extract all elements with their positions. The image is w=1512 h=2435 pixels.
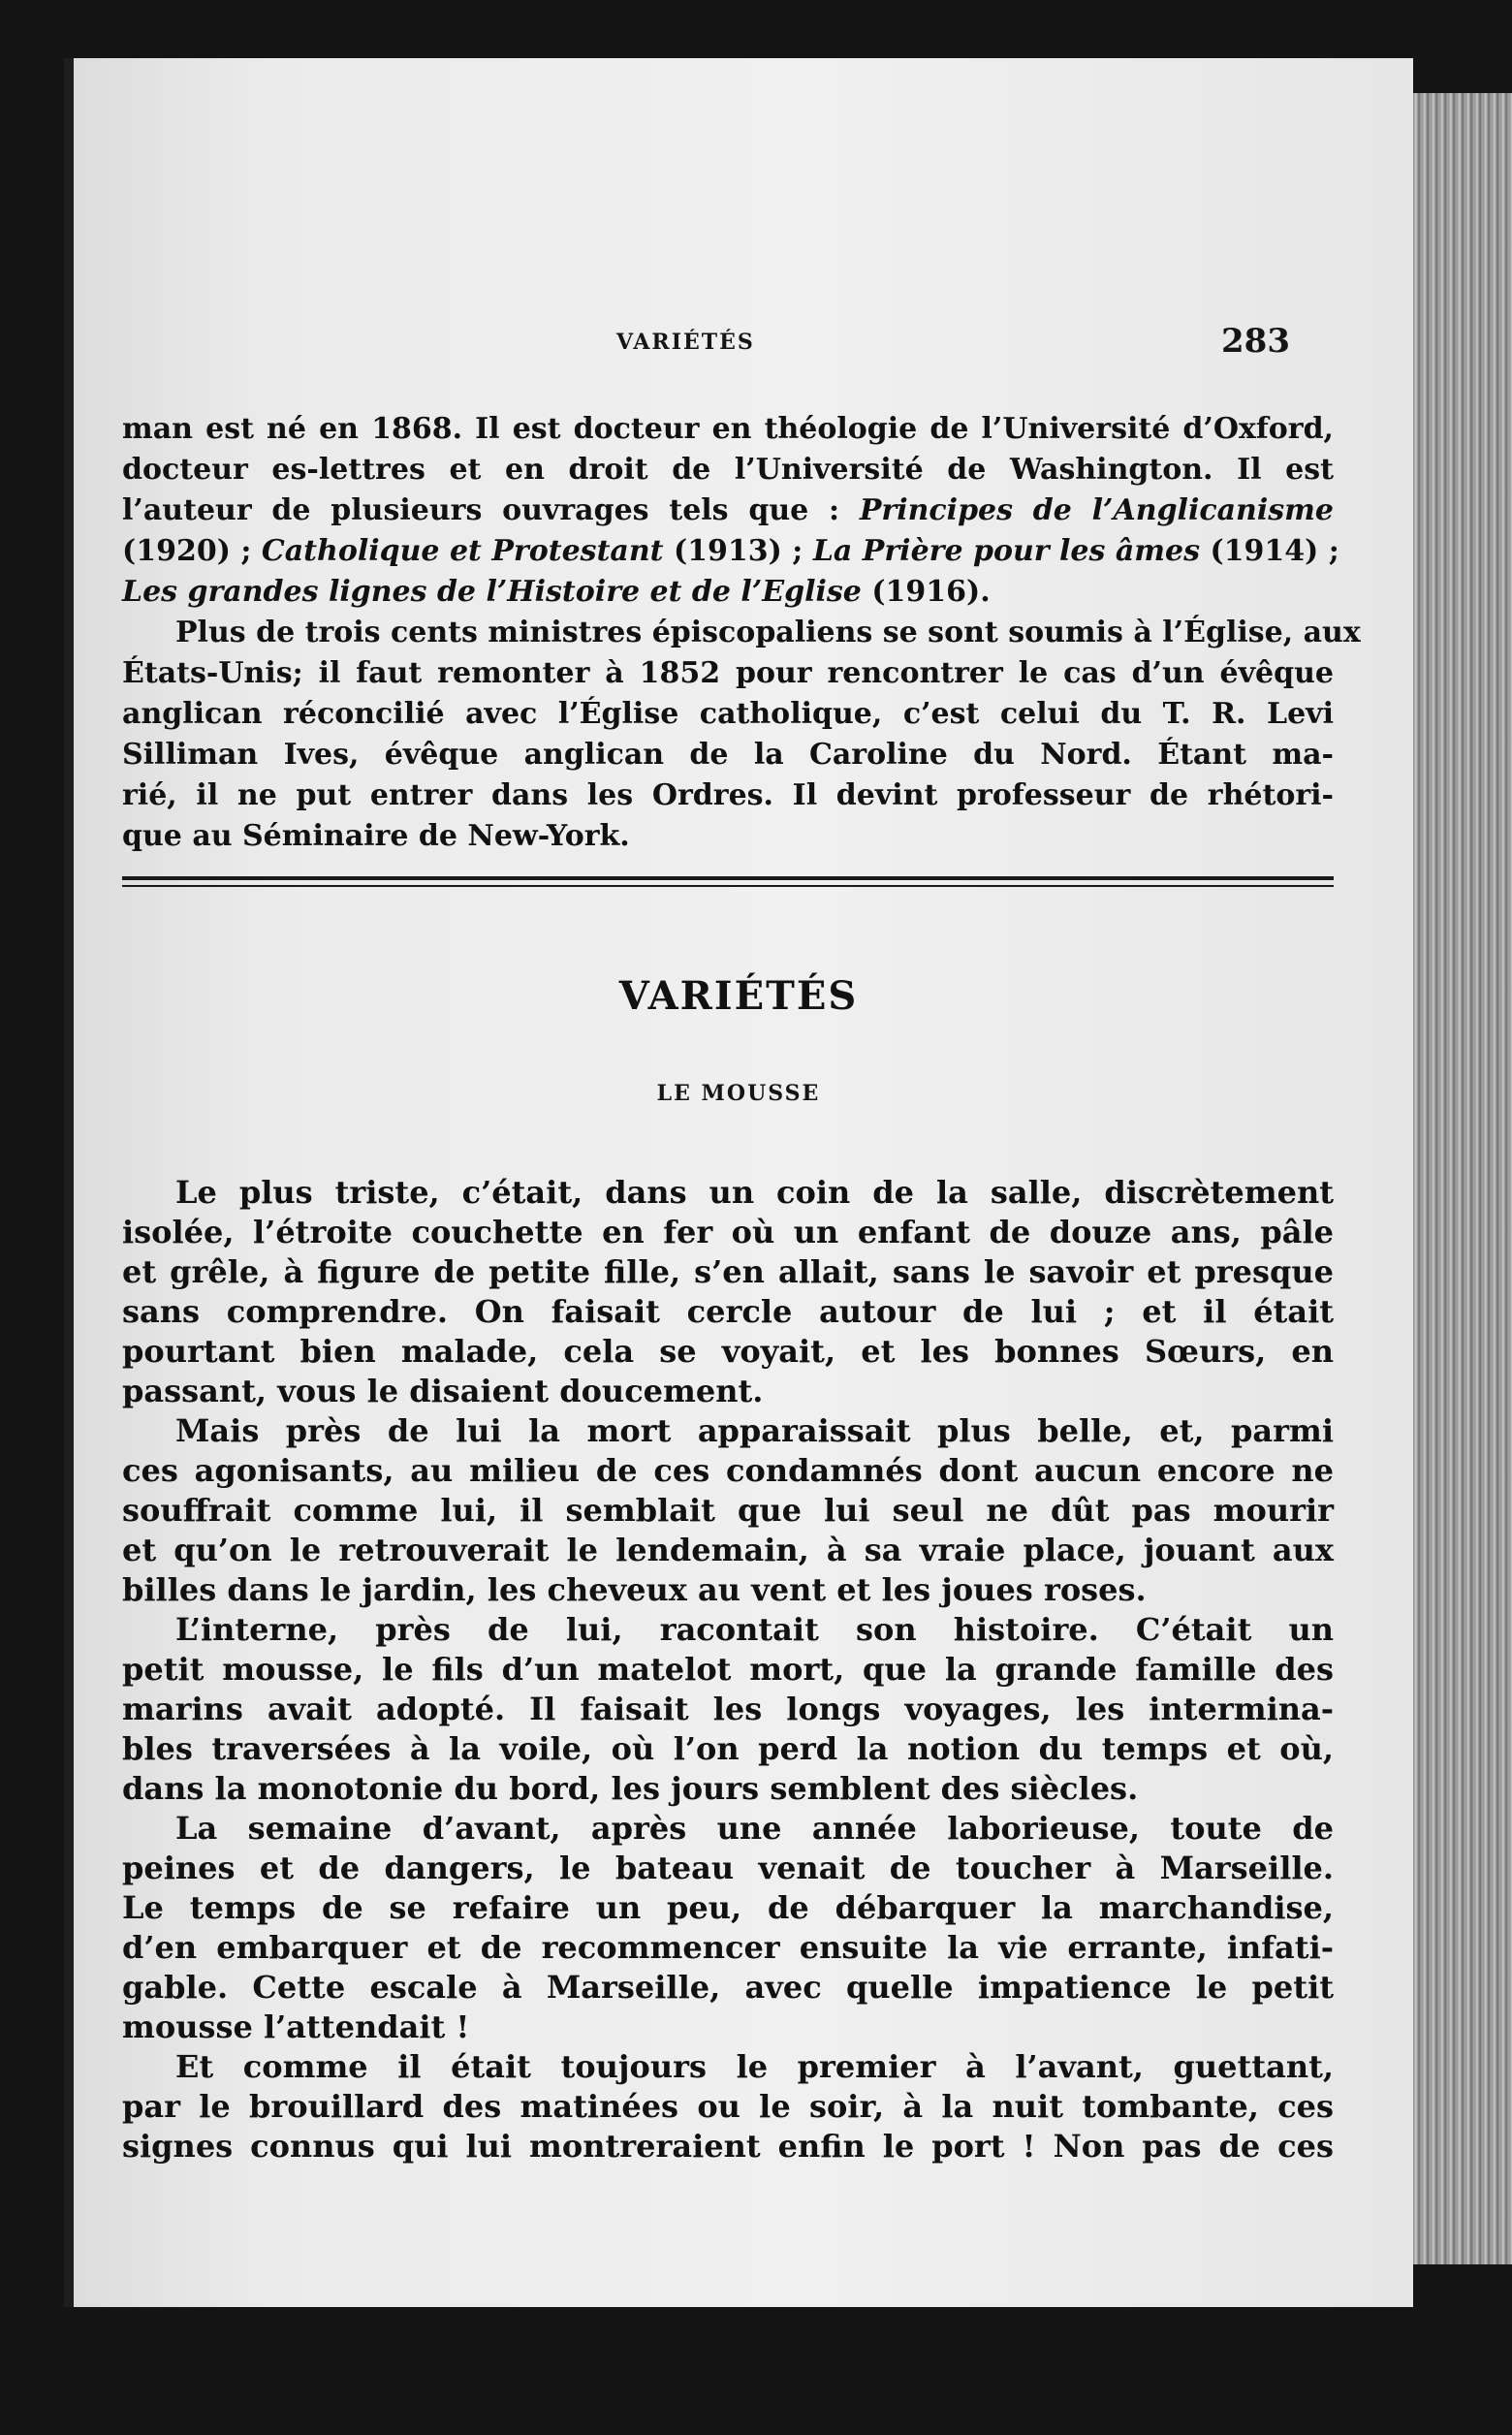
book-title: Catholique et Protestant (261, 534, 664, 568)
text-line: Silliman Ives, évêque anglican de la Caroline du Nord. Étant ma- (122, 738, 1334, 772)
text-line: anglican réconcilié avec l’Église catholique, c’est celui du T. R. Levi (122, 697, 1334, 731)
text-line: Mais près de lui la mort apparaissait plus belle, et, parmi (175, 1412, 1334, 1449)
text-line: isolée, l’étroite couchette en fer où un enfant de douze ans, pâle (122, 1214, 1334, 1250)
text-line: billes dans le jardin, les cheveux au vent et les joues roses. (122, 1571, 1147, 1608)
page-number: 283 (1221, 322, 1290, 361)
text-line: marins avait adopté. Il faisait les longs voyages, les intermina- (122, 1691, 1334, 1727)
text-segment: (1913) ; (663, 534, 813, 568)
text-line: et qu’on le retrouverait le lendemain, à sa vraie place, jouant aux (122, 1532, 1334, 1568)
text-line: et grêle, à figure de petite fille, s’en allait, sans le savoir et presque (122, 1253, 1334, 1290)
text-line: La semaine d’avant, après une année laborieuse, toute de (175, 1810, 1334, 1847)
text-line: sans comprendre. On faisait cercle autour de lui ; et il était (122, 1293, 1334, 1330)
page-gutter-shadow (64, 58, 74, 2307)
text-line: peines et de dangers, le bateau venait de toucher à Marseille. (122, 1850, 1334, 1886)
text-line: L’interne, près de lui, racontait son histoire. C’était un (175, 1611, 1334, 1648)
running-head: VARIÉTÉS (616, 330, 755, 355)
text-line: dans la monotonie du bord, les jours semblent des siècles. (122, 1770, 1139, 1807)
article-title: LE MOUSSE (656, 1081, 821, 1106)
book-page (64, 58, 1413, 2307)
continuation-paragraphs (122, 409, 1361, 857)
section-divider (122, 876, 1334, 890)
text-line: petit mousse, le fils d’un matelot mort, que la grande famille des (122, 1651, 1334, 1688)
article-body (122, 1173, 1334, 2166)
page-header (64, 322, 1413, 361)
divider-rule-thin (122, 885, 1334, 887)
text-line: Le plus triste, c’était, dans un coin de la salle, discrètement (175, 1174, 1334, 1211)
text-line: États-Unis; il faut remonter à 1852 pour rencontrer le cas d’un évêque (122, 656, 1334, 690)
text-line: signes connus qui lui montreraient enfin le port ! Non pas de ces (122, 2128, 1334, 2165)
text-segment: (1920) ; (122, 534, 262, 568)
text-line: Et comme il était toujours le premier à l’avant, guettant, (175, 2048, 1334, 2085)
text-line: que au Séminaire de New-York. (122, 819, 630, 853)
text-line: ces agonisants, au milieu de ces condamnés dont aucun encore ne (122, 1452, 1334, 1489)
text-line: souffrait comme lui, il semblait que lui seul ne dût pas mourir (122, 1492, 1334, 1529)
book-title: Principes de l’Anglicanisme (859, 493, 1334, 527)
text-line: mousse l’attendait ! (122, 2008, 470, 2045)
text-line: man est né en 1868. Il est docteur en théologie de l’Université d’Oxford, (122, 412, 1334, 446)
text-line (122, 531, 1339, 572)
text-segment: l’auteur de plusieurs ouvrages tels que : (122, 493, 860, 527)
text-line: passant, vous le disaient doucement. (122, 1373, 764, 1409)
text-line: pourtant bien malade, cela se voyait, et les bonnes Sœurs, en (122, 1333, 1334, 1370)
section-title: VARIÉTÉS (618, 973, 859, 1019)
text-line: d’en embarquer et de recommencer ensuite la vie errante, infati- (122, 1929, 1334, 1966)
text-line: par le brouillard des matinées ou le soir, à la nuit tombante, ces (122, 2088, 1334, 2125)
text-line: gable. Cette escale à Marseille, avec quelle impatience le petit (122, 1969, 1334, 2006)
page-stack-edge (1413, 93, 1512, 2264)
book-title: La Prière pour les âmes (812, 534, 1201, 568)
text-segment: (1914) ; (1200, 534, 1339, 568)
divider-rule-thick (122, 876, 1334, 880)
text-line: Le temps de se refaire un peu, de débarquer la marchandise, (122, 1889, 1334, 1926)
text-line (122, 572, 1334, 613)
text-line: Plus de trois cents ministres épiscopaliens se sont soumis à l’Église, aux (175, 616, 1361, 649)
text-line: rié, il ne put entrer dans les Ordres. Il devint professeur de rhétori- (122, 778, 1334, 812)
text-segment: (1916). (861, 575, 991, 609)
text-line: docteur es-lettres et en droit de l’Université de Washington. Il est (122, 453, 1334, 487)
book-title: Les grandes lignes de l’Histoire et de l’Eglise (122, 575, 862, 609)
text-line: bles traversées à la voile, où l’on perd la notion du temps et où, (122, 1730, 1334, 1767)
text-line (122, 490, 1334, 531)
